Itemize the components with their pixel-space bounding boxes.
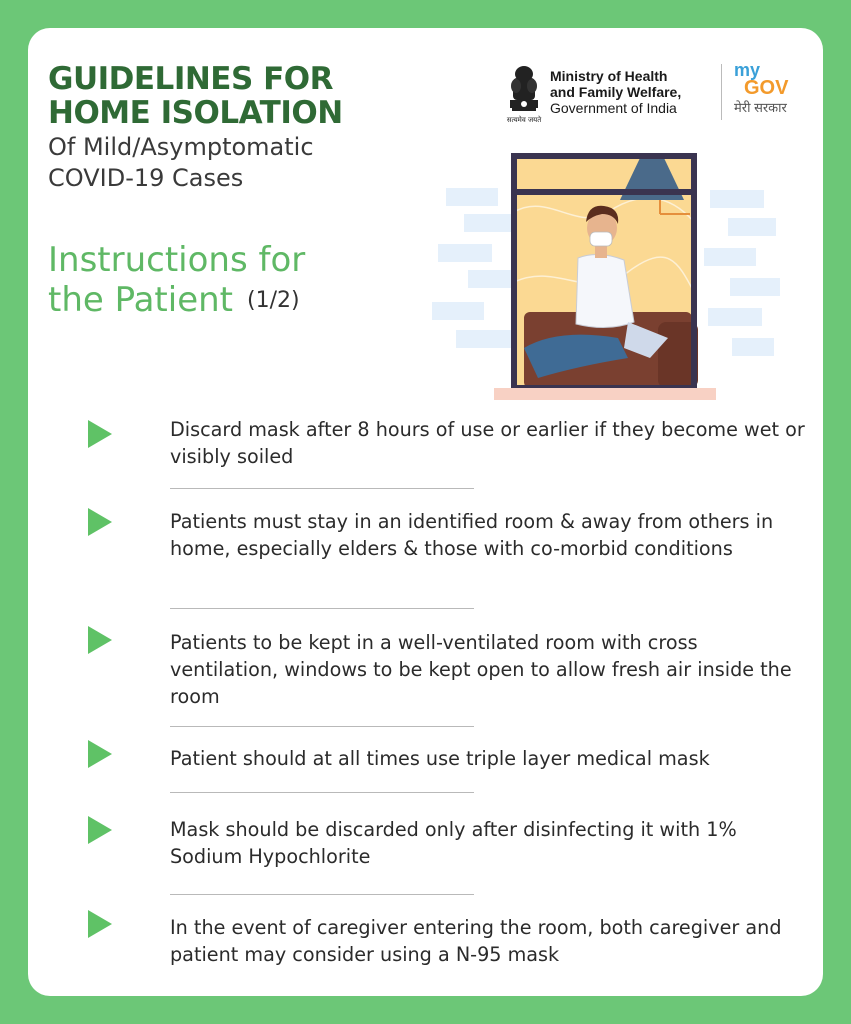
emblem-motto: सत्यमेव जयते	[506, 116, 542, 124]
ministry-text	[550, 68, 720, 116]
instruction-text: Patient should at all times use triple layer medical mask	[170, 747, 710, 770]
item-divider	[170, 726, 474, 727]
section-line-2: the Patient	[48, 280, 233, 320]
mygov-logo	[734, 62, 814, 122]
poster-subtitle	[48, 132, 314, 194]
instruction-text: Mask should be discarded only after disinfecting it with 1% Sodium Hypochlorite	[170, 818, 737, 868]
mygov-gov: GOV	[744, 77, 789, 99]
instruction-text: Discard mask after 8 hours of use or earlier if they become wet or visibly soiled	[170, 418, 805, 468]
section-line-1: Instructions for	[48, 240, 306, 280]
ministry-line-2: and Family Welfare,	[550, 84, 682, 100]
poster-card	[28, 28, 823, 996]
section-heading	[48, 240, 305, 321]
instruction-text: Patients must stay in an identified room & away from others in home, especially elders & those with co-morbid conditions	[170, 510, 774, 560]
ministry-line-3: Government of India	[550, 100, 677, 116]
bullet-arrow-icon	[88, 816, 112, 844]
bullet-arrow-icon	[88, 910, 112, 938]
item-divider	[170, 608, 474, 609]
instruction-text: In the event of caregiver entering the room, both caregiver and patient may consider using a N-95 mask	[170, 916, 782, 966]
mygov-hindi: मेरी सरकार	[734, 100, 787, 115]
poster-title	[48, 62, 343, 130]
national-emblem-icon	[504, 64, 544, 126]
item-divider	[170, 894, 474, 895]
subtitle-line-1: Of Mild/Asymptomatic	[48, 133, 314, 161]
item-divider	[170, 792, 474, 793]
title-line-1: GUIDELINES FOR	[48, 61, 333, 97]
instruction-text: Patients to be kept in a well-ventilated room with cross ventilation, windows to be kept open to allow fresh air inside the room	[170, 631, 792, 708]
ministry-line-1: Ministry of Health	[550, 68, 668, 84]
patient-window-illustration	[428, 152, 808, 402]
bullet-arrow-icon	[88, 420, 112, 448]
ministry-logo	[496, 64, 706, 124]
bullet-arrow-icon	[88, 508, 112, 536]
part-indicator: (1/2)	[247, 288, 300, 313]
bullet-arrow-icon	[88, 626, 112, 654]
mygov-my: my	[734, 60, 761, 80]
window-sill	[494, 388, 716, 400]
logo-divider	[721, 64, 722, 120]
title-line-2: HOME ISOLATION	[48, 95, 343, 131]
bullet-arrow-icon	[88, 740, 112, 768]
subtitle-line-2: COVID-19 Cases	[48, 164, 244, 192]
item-divider	[170, 488, 474, 489]
